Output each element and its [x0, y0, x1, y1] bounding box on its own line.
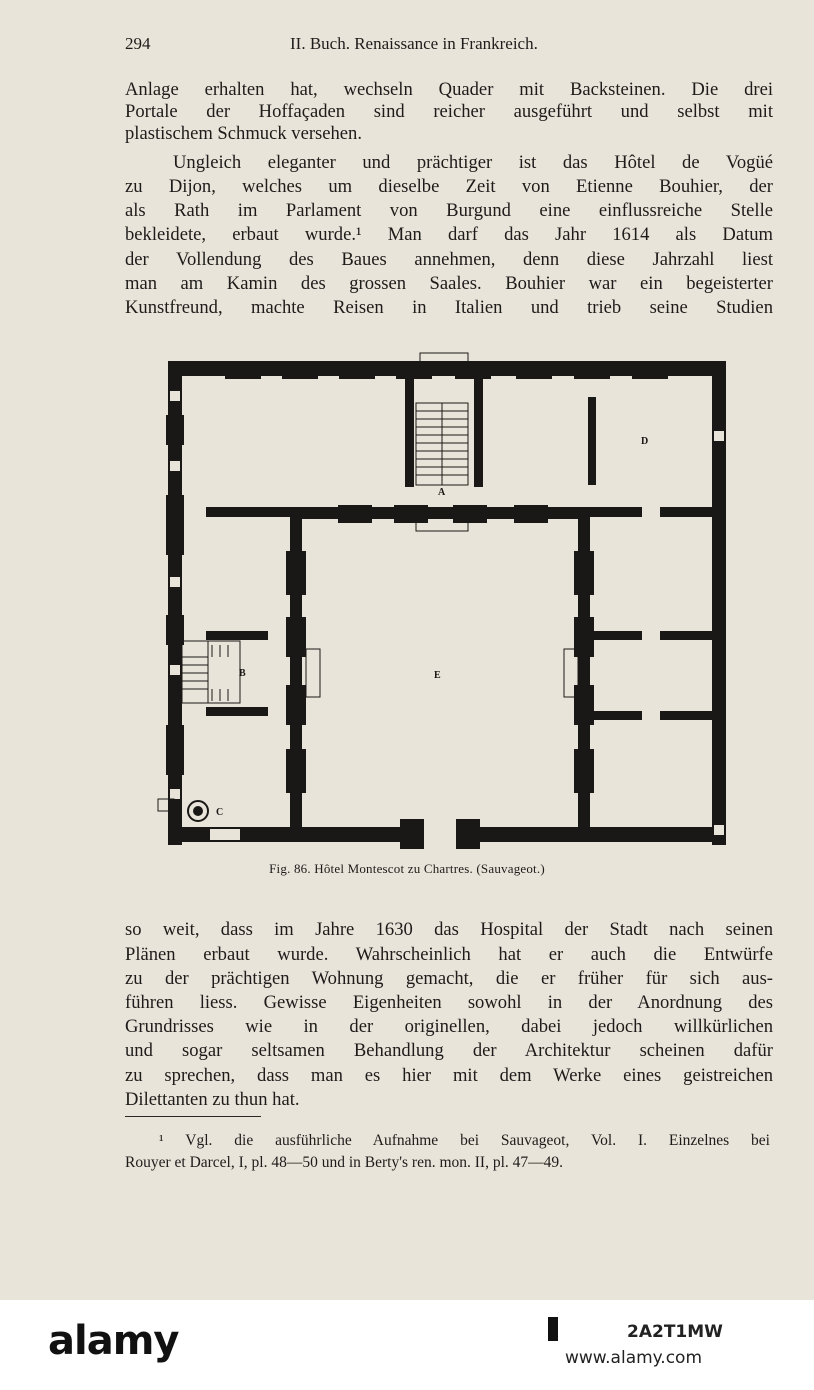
figure-caption: Fig. 86. Hôtel Montescot zu Chartres. (Sauvageot.) — [269, 861, 545, 876]
text-line: der Vollendung des Baues annehmen, denn diese Jahrzahl liest — [125, 249, 773, 270]
plan-walls — [166, 361, 726, 849]
label-c: C — [216, 807, 224, 818]
text-line: als Rath im Parlament von Burgund eine einflussreiche Stelle — [125, 200, 773, 221]
text-line: Dilettanten zu thun hat. — [125, 1089, 300, 1110]
text-line: zu Dijon, welches um dieselbe Zeit von Etienne Bouhier, der — [125, 176, 773, 197]
text-line: bekleidete, erbaut wurde.¹ Man darf das Jahr 1614 als Datum — [125, 224, 773, 245]
footnote-line: ¹ Vgl. die ausführliche Aufnahme bei Sauvageot, Vol. I. Einzelnes bei — [159, 1132, 770, 1149]
footnote-line: Rouyer et Darcel, I, pl. 48—50 und in Berty's ren. mon. II, pl. 47—49. — [125, 1154, 564, 1171]
text-line: man am Kamin des grossen Saales. Bouhier war ein begeisterter — [125, 273, 773, 294]
label-a: A — [438, 487, 446, 498]
running-title: II. Buch. Renaissance in Frankreich. — [290, 34, 538, 53]
text-line: Anlage erhalten hat, wechseln Quader mit Backsteinen. Die drei — [125, 79, 773, 100]
text-line: und sogar seltsamen Behandlung der Architektur scheinen dafür — [125, 1040, 773, 1061]
image-id: 2A2T1MW — [627, 1322, 723, 1342]
text-line: Ungleich eleganter und prächtiger ist das Hôtel de Vogüé — [173, 152, 773, 173]
text-line: Grundrisses wie in der originellen, dabei jedoch willkürlichen — [125, 1016, 773, 1037]
text-line: Portale der Hoffaçaden sind reicher ausgeführt und selbst mit — [125, 101, 773, 122]
label-b: B — [239, 668, 246, 679]
text-line: zu der prächtigen Wohnung gemacht, die er früher für sich aus- — [125, 968, 773, 989]
text-line: plastischem Schmuck versehen. — [125, 123, 363, 144]
text-line: zu sprechen, dass man es hier mit dem Werke eines geistreichen — [125, 1065, 773, 1086]
footnote-rule — [125, 1116, 261, 1117]
alamy-logo: alamy — [48, 1318, 179, 1364]
label-e: E — [434, 670, 441, 681]
text-line: Plänen erbaut wurde. Wahrscheinlich hat er auch die Entwürfe — [125, 944, 773, 965]
plan-openings — [170, 391, 724, 840]
stair-a — [416, 353, 468, 531]
page-number: 294 — [125, 34, 151, 53]
text-line: so weit, dass im Jahre 1630 das Hospital der Stadt nach seinen — [125, 919, 773, 940]
text-line: Kunstfreund, machte Reisen in Italien und trieb seine Studien — [125, 297, 773, 318]
alamy-logo-bar-icon — [548, 1317, 558, 1341]
label-d: D — [641, 436, 649, 447]
floor-plan-figure — [150, 345, 740, 855]
text-line: führen liess. Gewisse Eigenheiten sowohl in der Anordnung des — [125, 992, 773, 1013]
site-url: www.alamy.com — [565, 1348, 703, 1368]
stair-c — [158, 799, 208, 821]
